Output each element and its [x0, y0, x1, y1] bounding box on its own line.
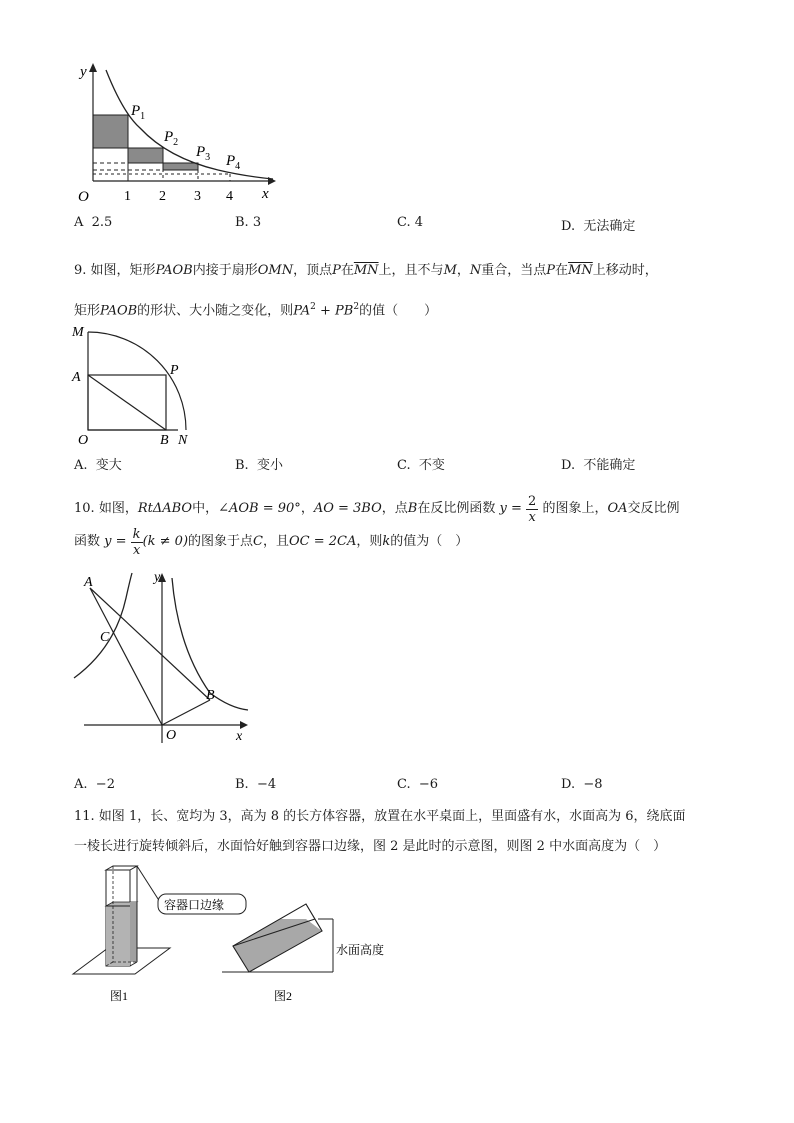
q10-label-a: A: [84, 575, 93, 590]
q8-tick-1: 1: [124, 189, 131, 204]
q11-fig2-caption: 图2: [274, 989, 293, 1003]
q9-option-d[interactable]: D. 不能确定: [561, 458, 636, 473]
q8-point-p1: $P_1$: [131, 103, 146, 122]
q9-label-o: O: [78, 433, 89, 447]
q9-label-a: A: [72, 370, 81, 385]
q11-callout: 容器口边缘: [164, 898, 225, 912]
q10-label-o: O: [166, 728, 177, 743]
q8-point-p3: $P_3$: [196, 144, 211, 163]
q8-axis-x: x: [262, 186, 269, 202]
q11-line-2: 一棱长进行旋转倾斜后，水面恰好触到容器口边缘，图 2 是此时的示意图，则图 2 中水面高度为（ ）: [74, 839, 667, 854]
q9-label-m: M: [72, 325, 84, 340]
q9-label-b: B: [160, 433, 169, 447]
q10-option-c[interactable]: C. −6: [397, 777, 439, 792]
q8-rect-1: [93, 115, 128, 148]
q8-point-p2: $P_2$: [164, 129, 179, 148]
q11-fig1-caption: 图1: [110, 989, 129, 1003]
q8-point-p4: $P_4$: [226, 153, 241, 172]
q8-rect-3: [163, 163, 198, 170]
q8-figure: [68, 58, 278, 208]
q8-tick-2: 2: [159, 189, 166, 204]
q9-line-2: 矩形PAOB的形状、大小随之变化，则$PA^2 + PB^2$的值（ ）: [74, 302, 438, 319]
q9-figure: [68, 322, 208, 447]
q10-fraction-1: $\frac{2}{x}$: [528, 493, 537, 525]
q8-option-c[interactable]: C. 4: [397, 215, 424, 230]
q9-label-n: N: [178, 433, 188, 447]
q8-origin: O: [78, 189, 89, 205]
q10-option-d[interactable]: D. −8: [561, 777, 603, 792]
q11-height-label: 水面高度: [336, 943, 385, 957]
q8-tick-4: 4: [226, 189, 233, 204]
q11-line-1: 11. 如图 1，长、宽均为 3，高为 8 的长方体容器，放置在水平桌面上，里面盛有水，水面高为 6，绕底面: [74, 809, 686, 824]
q10-label-b: B: [206, 688, 215, 703]
q10-label-c: C: [100, 630, 110, 645]
q9-option-b[interactable]: B. 变小: [235, 458, 283, 473]
q10-line-1: 10. 如图， RtΔABO 中， ∠AOB = 90° ， AO = 3BO ，点 B 在反比例函数 y = $\frac{2}{x}$ 的图象上， OA 交反比例: [74, 493, 680, 525]
q10-line-2: 函数 y = $\frac{k}{x}$ (k ≠ 0) 的图象于点 C ，且 OC = 2CA ，则 k 的值为（ ）: [74, 526, 469, 558]
q10-label-x: x: [236, 729, 243, 744]
q9-option-c[interactable]: C. 不变: [397, 458, 445, 473]
q9-option-a[interactable]: A. 变大: [74, 458, 122, 473]
q8-tick-3: 3: [194, 189, 201, 204]
q8-option-a[interactable]: A 2.5: [74, 215, 113, 230]
q10-label-y: y: [154, 570, 161, 585]
q10-option-b[interactable]: B. −4: [235, 777, 277, 792]
q8-option-b[interactable]: B. 3: [235, 215, 262, 230]
q10-figure: [70, 568, 255, 748]
q9-arc-mn: $\overline{MN}$: [353, 263, 379, 278]
q10-fraction-2: $\frac{k}{x}$: [132, 526, 141, 558]
q8-axis-y: y: [80, 64, 87, 80]
q9-arc-mn-2: $\overline{MN}$: [568, 263, 593, 278]
q11-figures: [68, 862, 408, 1012]
q10-option-a[interactable]: A. −2: [74, 777, 115, 792]
q9-line-1: 9. 如图，矩形PAOB内接于扇形OMN，顶点P在$\overline{MN}$上，且不与M，N重合，当点P在$\overline{MN}$上移动时，: [74, 263, 658, 278]
q8-option-d[interactable]: D. 无法确定: [561, 219, 636, 234]
q8-rect-2: [128, 148, 163, 163]
q9-label-p: P: [170, 363, 179, 378]
